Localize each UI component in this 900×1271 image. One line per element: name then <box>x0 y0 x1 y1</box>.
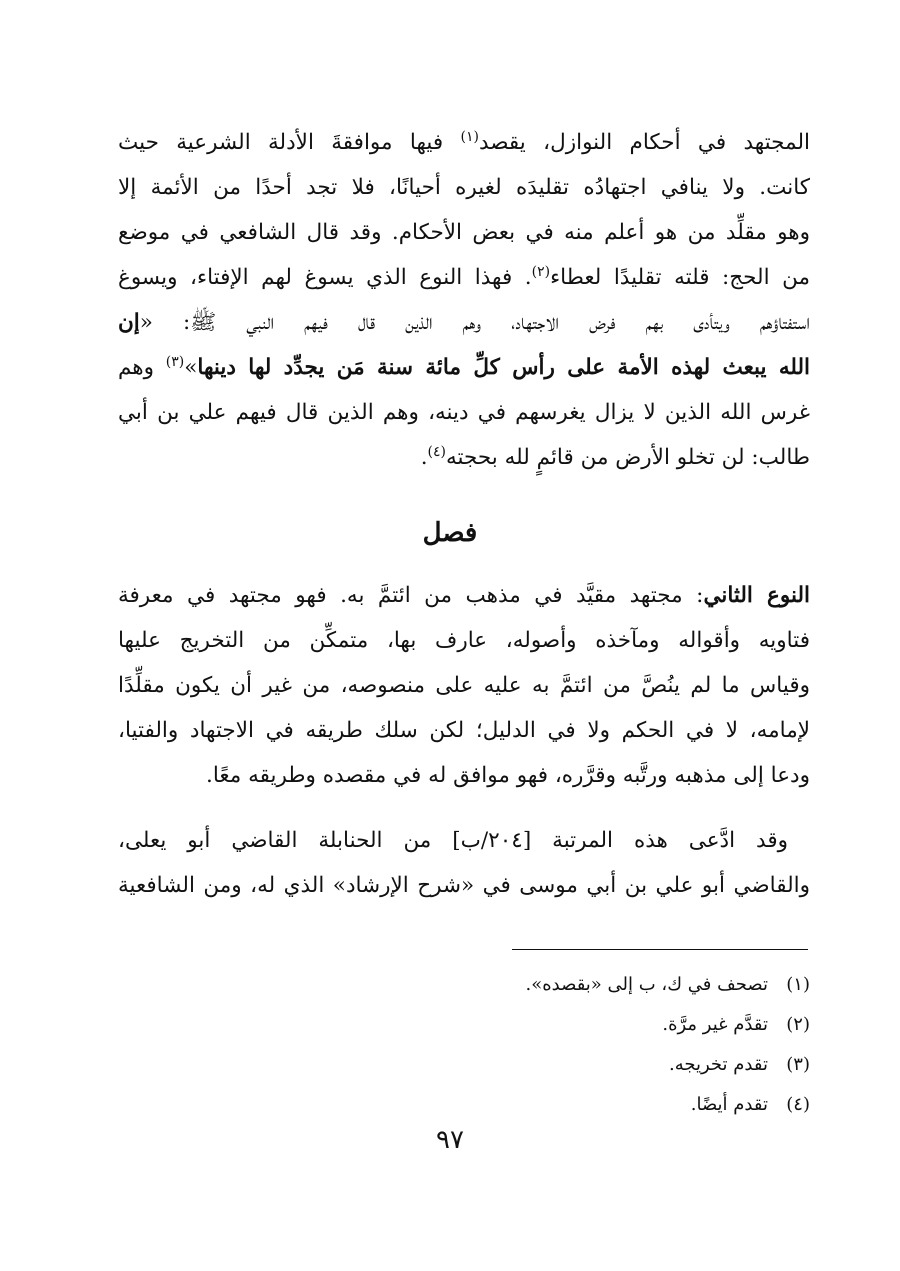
footnote-ref: (٤) <box>427 443 447 460</box>
text-line <box>118 573 810 618</box>
footnote-text: تقدَّم غير مرَّة. <box>662 1014 768 1035</box>
text-span: غرس الله الذين لا يزال يغرسهم في دينه، وهم الذين قال فيهم علي بن أبي <box>118 400 810 425</box>
text-span: والقاضي أبو علي بن أبي موسى في «شرح الإرشاد» الذي له، ومن الشافعية <box>118 873 810 898</box>
footnote-ref: (١) <box>460 128 479 145</box>
text-line <box>118 165 810 210</box>
text-line <box>118 300 810 345</box>
text-span: . <box>420 445 428 470</box>
footnote-ref: (٢) <box>531 263 551 280</box>
paragraph-2 <box>118 573 810 798</box>
text-span: وهو مقلِّد من هو أعلم منه في بعض الأحكام. وقد قال الشافعي في موضع <box>118 220 810 245</box>
text-line <box>118 120 810 165</box>
section-heading: فصل <box>422 518 478 548</box>
footnote-number: (٤) <box>786 1094 810 1115</box>
text-span: طالب: لن تخلو الأرض من قائمٍ لله بحجته <box>446 445 810 470</box>
footnote-item <box>118 1085 810 1125</box>
term-bold: النوع الثاني <box>703 583 810 608</box>
text-line <box>118 435 810 480</box>
text-line <box>118 708 810 753</box>
text-line <box>118 390 810 435</box>
text-span: من الحج: قلته تقليدًا لعطاء <box>550 265 810 290</box>
text-span: فيها موافقةَ الأدلة الشرعية حيث <box>118 130 461 155</box>
text-line <box>118 663 810 708</box>
text-span: استفتاؤهم ويتأدى بهم فرض الاجتهاد، وهم الذين قال فيهم النبي ﷺ: « <box>139 310 810 335</box>
text-span: » <box>184 355 198 380</box>
text-line <box>118 210 810 255</box>
paragraph-1 <box>118 120 810 480</box>
footnotes <box>118 965 810 1125</box>
page-number: ٩٧ <box>436 1125 464 1155</box>
text-span: فتاويه وأقواله ومآخذه وأصوله، عارف بها، متمكِّن من التخريج عليها <box>118 628 810 653</box>
text-span: : مجتهد مقيَّد في مذهب من ائتمَّ به. فهو مجتهد في معرفة <box>118 583 704 608</box>
footnote-item <box>118 1005 810 1045</box>
hadith-text: الله يبعث لهذه الأمة على رأس كلِّ مائة سنة مَن يجدِّد لها دينها <box>197 355 810 380</box>
text-span: كانت. ولا ينافي اجتهادُه تقليدَه لغيره أحيانًا، فلا تجد أحدًا من الأئمة إلا <box>118 175 810 200</box>
text-span: وقد ادَّعى هذه المرتبة [٢٠٤/ب] من الحنابلة القاضي أبو يعلى، <box>118 828 788 853</box>
text-span: وهم <box>118 355 166 380</box>
text-line <box>118 345 810 390</box>
text-line <box>118 753 810 798</box>
text-line <box>118 618 810 663</box>
footnote-text: تصحف في ك، ب إلى «بقصده». <box>525 974 768 995</box>
text-line <box>118 863 810 908</box>
text-line <box>118 818 810 863</box>
text-span: ودعا إلى مذهبه ورتَّبه وقرَّره، فهو موافق له في مقصده وطريقه معًا. <box>206 763 810 788</box>
text-span: لإمامه، لا في الحكم ولا في الدليل؛ لكن سلك طريقه في الاجتهاد والفتيا، <box>118 718 810 743</box>
paragraph-3 <box>118 818 810 908</box>
text-span: المجتهد في أحكام النوازل، يقصد <box>479 130 810 155</box>
footnote-text: تقدم تخريجه. <box>669 1054 768 1075</box>
text-line <box>118 255 810 300</box>
footnote-item <box>118 1045 810 1085</box>
text-span: وقياس ما لم ينُصَّ من ائتمَّ به عليه على منصوصه، من غير أن يكون مقلِّدًا <box>118 673 810 698</box>
footnote-number: (١) <box>786 974 810 995</box>
text-span: . فهذا النوع الذي يسوغ لهم الإفتاء، ويسوغ <box>118 265 532 290</box>
footnote-item <box>118 965 810 1005</box>
footnote-number: (٣) <box>786 1054 810 1075</box>
footnote-separator <box>512 949 808 950</box>
footnote-number: (٢) <box>786 1014 810 1035</box>
hadith-text: إن <box>118 310 140 335</box>
footnote-text: تقدم أيضًا. <box>690 1094 768 1115</box>
footnote-ref: (٣) <box>165 353 185 370</box>
